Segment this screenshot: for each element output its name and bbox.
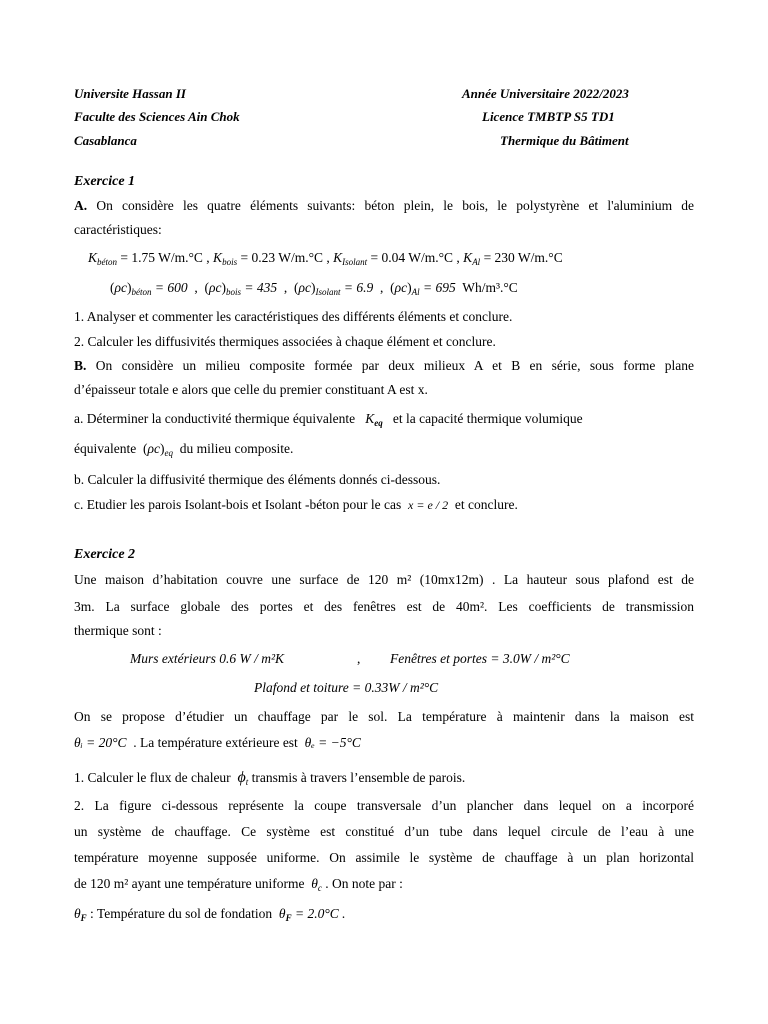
k-isolant-value: = 0.04 W/m.°C , bbox=[370, 250, 460, 265]
course-name: Thermique du Bâtiment bbox=[500, 133, 629, 148]
rc-al-value: = 695 bbox=[422, 280, 456, 295]
ex1-question-a: a. Déterminer la conductivité thermique équivalente $K_{eq}$ et la capacité thermique volumique bbox=[74, 411, 583, 428]
ex2-foundation-temperature: $\theta_F$ : Température du sol de fondation $\theta_F = 2.0^\circ C$ . bbox=[74, 906, 346, 923]
ex1-part-a-intro-2: caractéristiques: bbox=[74, 222, 162, 237]
ex2-temperatures bbox=[74, 735, 361, 751]
conductivity-values: $K_{béton} = 1.75$ W/m.°C , $K_{bois} = 0.23$ W/m.°C , $K_{Isolant} = 0.04$ W/m.°C , $K_{Al} = 230$ W/m.°C bbox=[88, 250, 563, 267]
question-a-text: a. Déterminer la conductivité thermique équivalente bbox=[74, 411, 356, 426]
theta-exterior: θₑ = −5°C bbox=[304, 735, 361, 750]
theta-interior: θᵢ = 20°C bbox=[74, 735, 127, 750]
ex2-paragraph-4: On se propose d’étudier un chauffage par le sol. La température à maintenir dans la maison est bbox=[74, 709, 694, 724]
heat-capacity-values: $(\rho c)_{béton} = 600$ , $(\rho c)_{bois} = 435$ , $(\rho c)_{Isolant} = 6.9$ , $(\rho c)_{Al} = 695$ Wh/m³.°C bbox=[110, 280, 518, 297]
ex2-question-2-line-4: de 120 m² ayant une température uniforme $\theta_c$ . On note par : bbox=[74, 876, 403, 893]
temperature-exterior-text: . La température extérieure est bbox=[133, 735, 298, 750]
ex2-question-2-line-1: 2. La figure ci-dessous représente la coupe transversale d’un plancher dans lequel on a incorporé bbox=[74, 798, 694, 813]
ex1-question-b: b. Calculer la diffusivité thermique des éléments donnés ci-dessous. bbox=[74, 472, 441, 487]
coeff-plafond: Plafond et toiture = 0.33W / m²°C bbox=[254, 680, 439, 695]
ex2-paragraph-1: Une maison d’habitation couvre une surface de 120 m² (10mx12m) . La hauteur sous plafond est de bbox=[74, 572, 694, 587]
ex1-part-a-intro bbox=[74, 198, 694, 214]
ex1-question-a-2: équivalente $(\rho c)_{eq}$ du milieu composite. bbox=[74, 441, 294, 458]
question-a2-text: équivalente bbox=[74, 441, 137, 456]
part-b-text: On considère un milieu composite formée par deux milieux A et B en série, sous forme plane bbox=[95, 358, 695, 373]
rc-unit: Wh/m³.°C bbox=[462, 280, 518, 295]
academic-year: Année Universitaire 2022/2023 bbox=[462, 86, 629, 101]
program-name: Licence TMBTP S5 TD1 bbox=[482, 109, 615, 124]
question-c-end: et conclure. bbox=[454, 497, 518, 512]
ex2-paragraph-3: thermique sont : bbox=[74, 623, 162, 638]
ex1-question-c: c. Etudier les parois Isolant-bois et Isolant -béton pour le cas x = e / 2 et conclure. bbox=[74, 497, 518, 512]
faculty-name: Faculte des Sciences Ain Chok bbox=[74, 109, 240, 124]
question-2d-text: de 120 m² ayant une température uniforme bbox=[74, 876, 305, 891]
ex1-part-b-intro-2: d’épaisseur totale e alors que celle du premier constituant A est x. bbox=[74, 382, 428, 397]
rc-bois-value: = 435 bbox=[244, 280, 278, 295]
university-name: Universite Hassan II bbox=[74, 86, 186, 101]
ex2-question-2-line-2: un système de chauffage. Ce système est constitué d’un tube dans lequel circule de l’eau à une bbox=[74, 824, 694, 839]
foundation-text: : Température du sol de fondation bbox=[90, 906, 273, 921]
coeff-separator: , bbox=[357, 651, 361, 666]
foundation-value: = 2.0°C . bbox=[294, 906, 346, 921]
ex2-question-1: 1. Calculer le flux de chaleur $\phi_t$ transmis à travers l’ensemble de parois. bbox=[74, 769, 466, 787]
question-a-end: et la capacité thermique volumique bbox=[392, 411, 583, 426]
rc-isolant-value: = 6.9 bbox=[343, 280, 374, 295]
question-1-text: 1. Calculer le flux de chaleur bbox=[74, 770, 231, 785]
k-bois-value: = 0.23 W/m.°C , bbox=[240, 250, 330, 265]
coeff-fenetres: Fenêtres et portes = 3.0W / m²°C bbox=[390, 651, 570, 666]
ex1-question-2: 2. Calculer les diffusivités thermiques associées à chaque élément et conclure. bbox=[74, 334, 496, 349]
part-b-label: B. bbox=[74, 358, 87, 373]
ex1-part-b-intro bbox=[74, 358, 694, 374]
k-al-value: = 230 W/m.°C bbox=[483, 250, 563, 265]
coeff-murs: Murs extérieurs 0.6 W / m²K bbox=[130, 651, 285, 666]
city-name: Casablanca bbox=[74, 133, 137, 148]
exercise-1-title: Exercice 1 bbox=[74, 174, 136, 189]
question-a2-end: du milieu composite. bbox=[179, 441, 294, 456]
question-c-text: c. Etudier les parois Isolant-bois et Isolant -béton pour le cas bbox=[74, 497, 402, 512]
part-a-label: A. bbox=[74, 198, 88, 213]
question-1-end: transmis à travers l’ensemble de parois. bbox=[251, 770, 466, 785]
part-a-text: On considère les quatre éléments suivants: béton plein, le bois, le polystyrène et l'aluminium de bbox=[96, 198, 695, 213]
rc-beton-value: = 600 bbox=[154, 280, 188, 295]
question-2d-end: . On note par : bbox=[325, 876, 403, 891]
exercise-2-title: Exercice 2 bbox=[74, 547, 136, 562]
k-beton-value: = 1.75 W/m.°C , bbox=[120, 250, 210, 265]
ex2-question-2-line-3: température moyenne supposée uniforme. On assimile le système de chauffage à un plan horizontal bbox=[74, 850, 694, 865]
ex2-paragraph-2: 3m. La surface globale des portes et des fenêtres est de 40m². Les coefficients de transmission bbox=[74, 599, 694, 614]
ex1-question-1: 1. Analyser et commenter les caractéristiques des différents éléments et conclure. bbox=[74, 309, 513, 324]
